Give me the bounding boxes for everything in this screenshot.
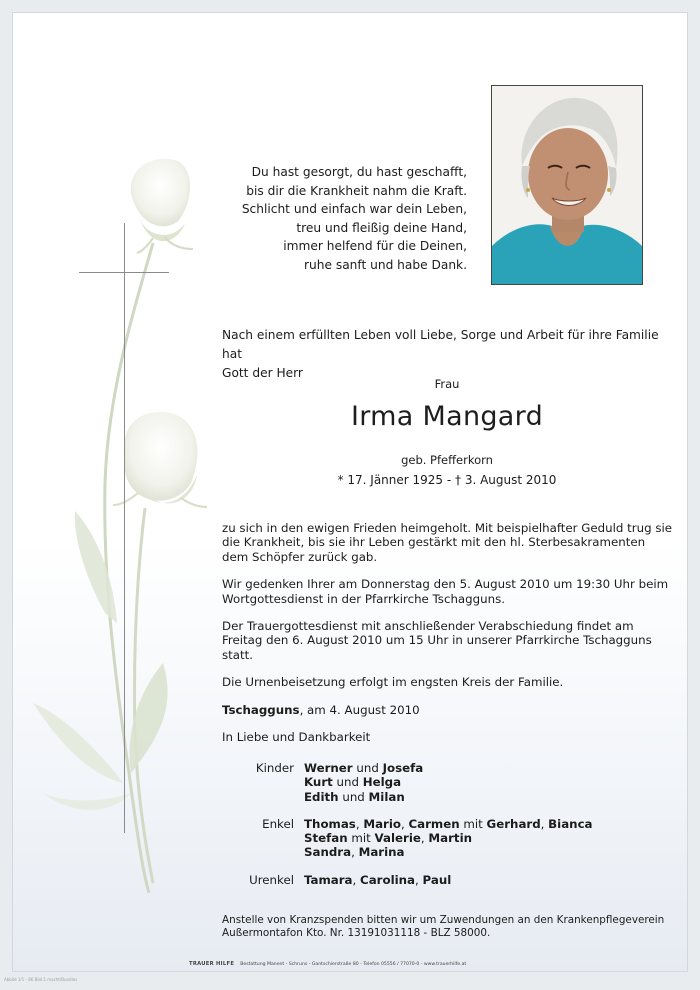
imprint-text: Bestattung Manent - Schruns - Gantschierstraße 80 - Telefon 05556 / 77070-0 - www.trauerhilfe.at bbox=[240, 962, 467, 967]
separator: , bbox=[351, 845, 359, 860]
name: Tamara bbox=[304, 872, 353, 887]
date: , am 4. August 2010 bbox=[299, 702, 420, 717]
name: Bianca bbox=[548, 816, 593, 831]
group-label: Urenkel bbox=[249, 872, 294, 887]
poem-line: bis dir die Krankheit nahm die Kraft. bbox=[246, 183, 467, 198]
intro-line: Gott der Herr bbox=[222, 366, 303, 380]
announcement-body bbox=[222, 521, 672, 756]
list-item bbox=[304, 761, 423, 775]
name: Thomas bbox=[304, 816, 356, 831]
paragraph-memorial-service: Wir gedenken Ihrer am Donnerstag den 5. August 2010 um 19:30 Uhr beim Wortgottesdienst in der Pfarrkirche Tschagguns. bbox=[222, 577, 669, 606]
list-item bbox=[304, 845, 593, 859]
name: Josefa bbox=[382, 761, 424, 775]
imprint-brand: TRAUER HILFE bbox=[189, 961, 235, 967]
name: Carmen bbox=[408, 816, 460, 831]
obituary-page bbox=[12, 12, 688, 972]
name: Valerie bbox=[374, 831, 421, 846]
memorial-poem bbox=[167, 163, 467, 275]
separator: mit bbox=[347, 831, 375, 846]
separator: , bbox=[540, 816, 549, 831]
name: Gerhard bbox=[486, 816, 541, 831]
life-dates: * 17. Jänner 1925 - † 3. August 2010 bbox=[337, 473, 557, 487]
group-label: Kinder bbox=[255, 761, 294, 775]
poem-line: treu und fleißig deine Hand, bbox=[296, 220, 467, 235]
name: Milan bbox=[368, 789, 405, 804]
name: Edith bbox=[304, 789, 339, 804]
grandchildren-group bbox=[222, 817, 672, 860]
group-names bbox=[304, 873, 451, 887]
closing-line: In Liebe und Dankbarkeit bbox=[222, 730, 371, 745]
cross-vertical bbox=[124, 223, 125, 833]
cross-horizontal bbox=[79, 272, 169, 273]
separator: und bbox=[338, 789, 369, 804]
intro-line: Nach einem erfüllten Leben voll Liebe, Sorge und Arbeit für ihre Familie hat bbox=[222, 328, 659, 361]
name: Helga bbox=[362, 775, 402, 790]
name: Marina bbox=[358, 845, 405, 860]
deceased-name: Irma Mangard bbox=[350, 401, 544, 432]
place-and-date bbox=[222, 703, 672, 717]
print-marginal-note: Abbild 1/1 - 86 Bild 1 macht/Bundles bbox=[4, 977, 78, 982]
group-names bbox=[304, 817, 593, 860]
funeral-home-imprint bbox=[189, 961, 669, 967]
portrait-photo bbox=[491, 85, 643, 285]
poem-line: Du hast gesorgt, du hast geschafft, bbox=[251, 165, 467, 179]
separator: , bbox=[355, 816, 364, 831]
children-group bbox=[222, 761, 672, 804]
separator: und bbox=[332, 775, 363, 790]
paragraph-urn-burial: Die Urnenbeisetzung erfolgt im engsten Kreis der Familie. bbox=[222, 675, 564, 690]
separator: mit bbox=[459, 816, 487, 831]
paragraph-passing: zu sich in den ewigen Frieden heimgeholt. Mit beispielhafter Geduld trug sie die Krankheit, bis sie ihr Leben gestärkt mit den hl. Sterbesakramenten dem Schöpfer zurück gab. bbox=[222, 521, 673, 564]
intro-text bbox=[222, 326, 672, 383]
place: Tschagguns bbox=[222, 702, 300, 717]
list-item bbox=[304, 790, 423, 804]
name: Carolina bbox=[360, 872, 416, 887]
birth-name: geb. Pfefferkorn bbox=[401, 453, 493, 467]
name: Paul bbox=[422, 872, 452, 887]
poem-line: Schlicht und einfach war dein Leben, bbox=[241, 202, 467, 217]
salutation: Frau bbox=[434, 377, 460, 391]
separator: , bbox=[401, 816, 409, 831]
name: Mario bbox=[363, 816, 401, 831]
list-item bbox=[304, 775, 423, 789]
donation-note: Anstelle von Kranzspenden bitten wir um Zuwendungen an den Krankenpflegeverein Außermontafon Kto. Nr. 13191031118 - BLZ 58000. bbox=[222, 914, 665, 939]
separator: , bbox=[415, 872, 423, 887]
separator: und bbox=[352, 761, 383, 775]
group-label: Enkel bbox=[262, 816, 294, 831]
name: Martin bbox=[428, 831, 473, 846]
name: Stefan bbox=[304, 831, 348, 846]
group-names bbox=[304, 761, 423, 804]
paragraph-funeral-service: Der Trauergottesdienst mit anschließender Verabschiedung findet am Freitag den 6. August 2010 um 15 Uhr in unserer Pfarrkirche Tschagguns statt. bbox=[222, 619, 652, 662]
mourners-list bbox=[222, 761, 672, 900]
list-item bbox=[304, 831, 593, 845]
separator: , bbox=[420, 831, 429, 846]
name: Werner bbox=[304, 761, 353, 775]
poem-line: immer helfend für die Deinen, bbox=[283, 239, 467, 254]
list-item bbox=[304, 817, 593, 831]
separator: , bbox=[352, 872, 361, 887]
list-item bbox=[304, 873, 451, 887]
great-grandchildren-group bbox=[222, 873, 672, 887]
name: Sandra bbox=[304, 845, 352, 860]
name: Kurt bbox=[304, 775, 333, 790]
poem-line: ruhe sanft und habe Dank. bbox=[304, 257, 467, 272]
